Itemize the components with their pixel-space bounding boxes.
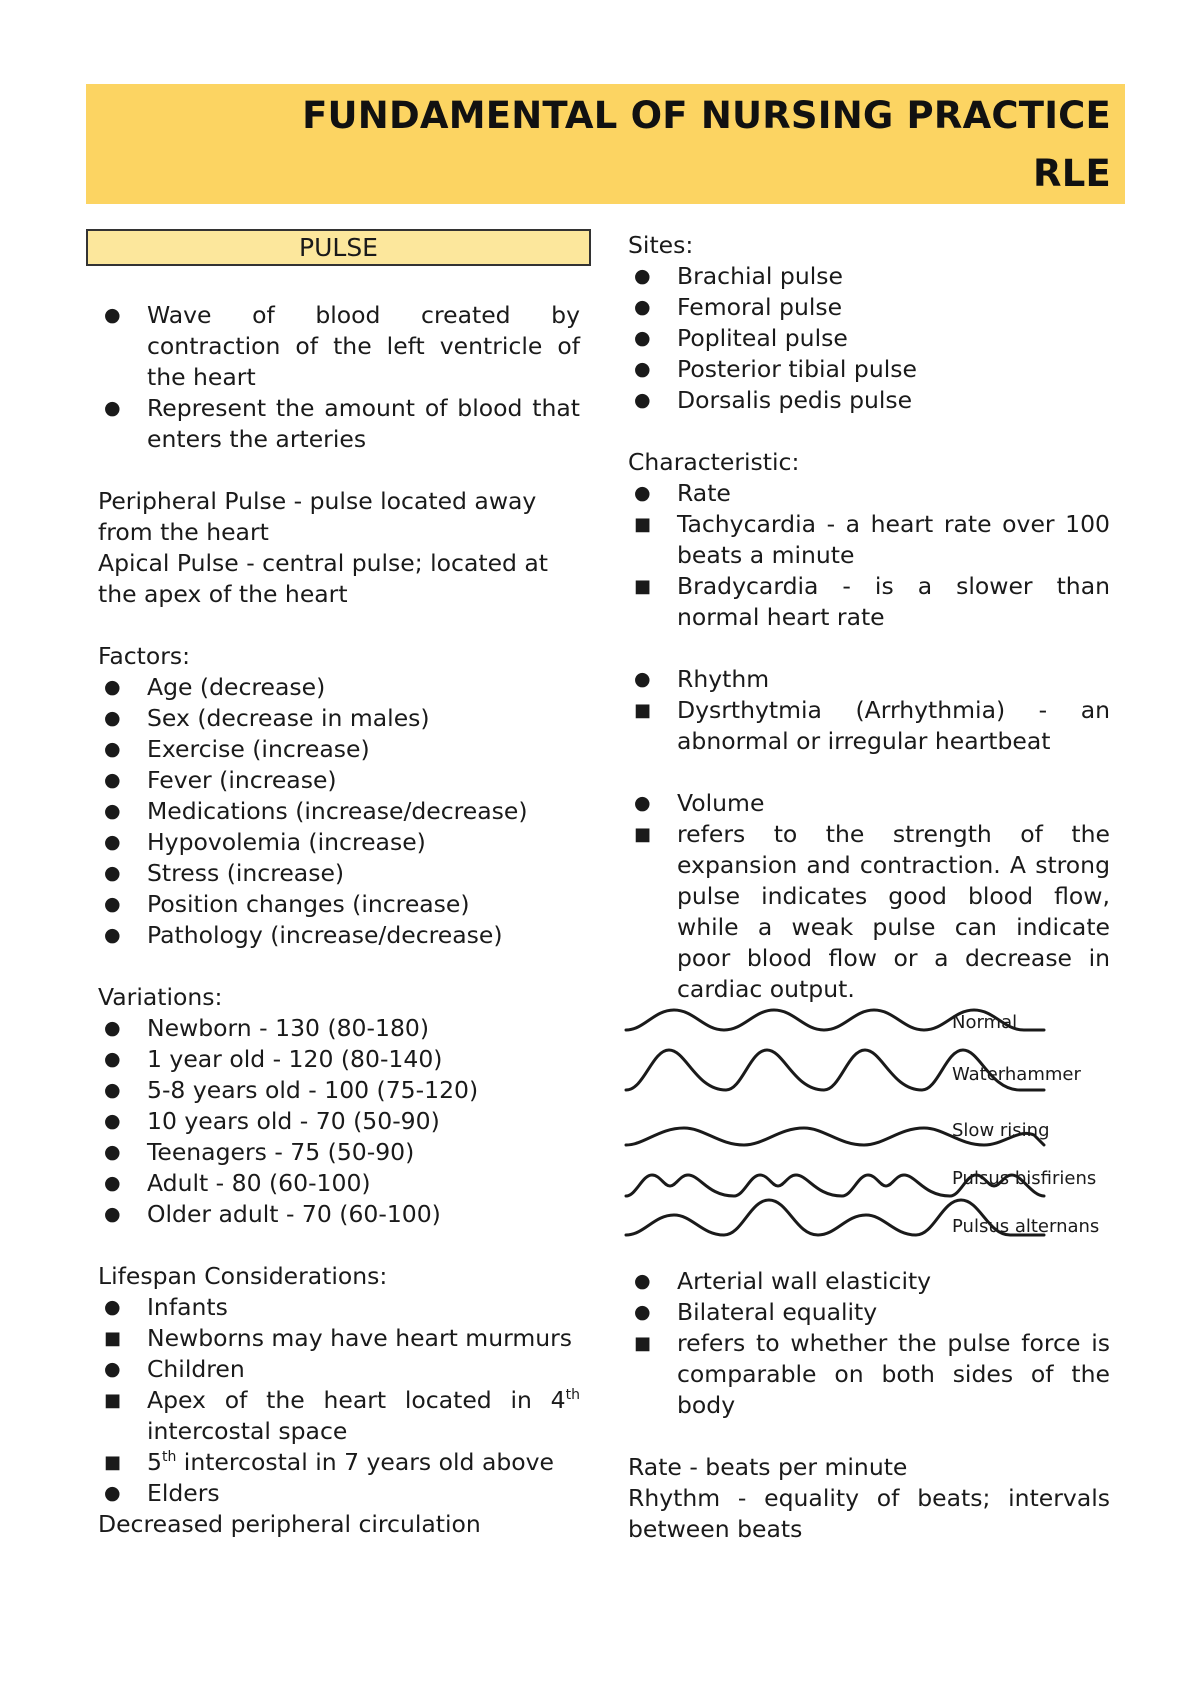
factor-item: ● Sex (decrease in males): [98, 703, 580, 734]
characteristic-heading: Characteristic:: [628, 448, 800, 476]
page-title-line1: FUNDAMENTAL OF NURSING PRACTICE: [302, 94, 1111, 137]
variation-item: ● 1 year old - 120 (80-140): [98, 1044, 580, 1075]
children-sub1-text-end: intercostal space: [147, 1417, 348, 1445]
variations-heading: Variations:: [98, 983, 223, 1011]
factor-item: ● Pathology (increase/decrease): [98, 920, 580, 951]
left-column: [98, 300, 580, 1540]
waveform-label: Pulsus bisfiriens: [952, 1168, 1097, 1189]
rate-definition: Rate - beats per minute: [628, 1453, 908, 1481]
apical-pulse-def: Apical Pulse - central pulse; located at the apex of the heart: [98, 549, 549, 608]
factor-item: ● Stress (increase): [98, 858, 580, 889]
bilateral-subitem: ■ refers to whether the pulse force is comparable on both sides of the body: [628, 1328, 1110, 1421]
pulse-waveform-figure: [624, 1000, 1104, 1240]
variation-item: ● Older adult - 70 (60-100): [98, 1199, 580, 1230]
bradycardia-item: ■ Bradycardia - is a slower than normal heart rate: [628, 571, 1110, 633]
children-sub2-text-end: intercostal in 7 years old above: [176, 1448, 555, 1476]
factor-item: ● Fever (increase): [98, 765, 580, 796]
right-column-lower: [628, 1266, 1110, 1545]
variation-item: ● Adult - 80 (60-100): [98, 1168, 580, 1199]
tachycardia-item: ■ Tachycardia - a heart rate over 100 beats a minute: [628, 509, 1110, 571]
lifespan-heading: Lifespan Considerations:: [98, 1262, 388, 1290]
children-sub1-text: Apex of the heart located in 4: [147, 1386, 566, 1414]
waveform-label: Pulsus alternans: [952, 1216, 1100, 1237]
variation-item: ● 10 years old - 70 (50-90): [98, 1106, 580, 1137]
factor-item: ● Medications (increase/decrease): [98, 796, 580, 827]
waveform-label: Waterhammer: [952, 1064, 1081, 1085]
rhythm-definition: Rhythm - equality of beats; intervals between beats: [628, 1484, 1110, 1543]
lifespan-children: ● Children: [98, 1354, 580, 1385]
factor-item: ● Hypovolemia (increase): [98, 827, 580, 858]
site-item: ● Femoral pulse: [628, 292, 1110, 323]
lifespan-elders: ● Elders: [98, 1478, 580, 1509]
page-title-line2: RLE: [1033, 152, 1111, 195]
variation-item: ● Newborn - 130 (80-180): [98, 1013, 580, 1044]
elders-note: Decreased peripheral circulation: [98, 1510, 481, 1538]
factors-heading: Factors:: [98, 642, 191, 670]
char-rate: ● Rate: [628, 478, 1110, 509]
variation-item: ● Teenagers - 75 (50-90): [98, 1137, 580, 1168]
children-subitem: [98, 1385, 580, 1447]
factor-item: ● Exercise (increase): [98, 734, 580, 765]
definition-bullet: ● Represent the amount of blood that enters the arteries: [98, 393, 580, 455]
site-item: ● Brachial pulse: [628, 261, 1110, 292]
peripheral-pulse-def: Peripheral Pulse - pulse located away from the heart: [98, 487, 537, 546]
ordinal-sup: th: [565, 1387, 580, 1404]
char-arterial-elasticity: ● Arterial wall elasticity: [628, 1266, 1110, 1297]
waveform-label: Normal: [952, 1012, 1018, 1033]
char-volume: ● Volume: [628, 788, 1110, 819]
children-subitem: [98, 1447, 580, 1478]
site-item: ● Popliteal pulse: [628, 323, 1110, 354]
sites-heading: Sites:: [628, 231, 694, 259]
section-title: PULSE: [86, 229, 591, 266]
factor-item: ● Age (decrease): [98, 672, 580, 703]
waveform-label: Slow rising: [952, 1120, 1050, 1141]
title-banner: [86, 84, 1125, 204]
volume-subitem: ■ refers to the strength of the expansion and contraction. A strong pulse indicates good blood flow, while a weak pulse can indicate poor blood flow or a decrease in cardiac output.: [628, 819, 1110, 1005]
dysrhythmia-item: ■ Dysrthytmia (Arrhythmia) - an abnormal or irregular heartbeat: [628, 695, 1110, 757]
variation-item: ● 5-8 years old - 100 (75-120): [98, 1075, 580, 1106]
children-sub2-text: 5: [147, 1448, 162, 1476]
site-item: ● Dorsalis pedis pulse: [628, 385, 1110, 416]
right-column: [628, 230, 1110, 1005]
definition-bullet: ● Wave of blood created by contraction of the left ventricle of the heart: [98, 300, 580, 393]
factor-item: ● Position changes (increase): [98, 889, 580, 920]
char-bilateral-equality: ● Bilateral equality: [628, 1297, 1110, 1328]
char-rhythm: ● Rhythm: [628, 664, 1110, 695]
site-item: ● Posterior tibial pulse: [628, 354, 1110, 385]
lifespan-infants: ● Infants: [98, 1292, 580, 1323]
infants-subitem: ■ Newborns may have heart murmurs: [98, 1323, 580, 1354]
ordinal-sup: th: [161, 1449, 177, 1466]
